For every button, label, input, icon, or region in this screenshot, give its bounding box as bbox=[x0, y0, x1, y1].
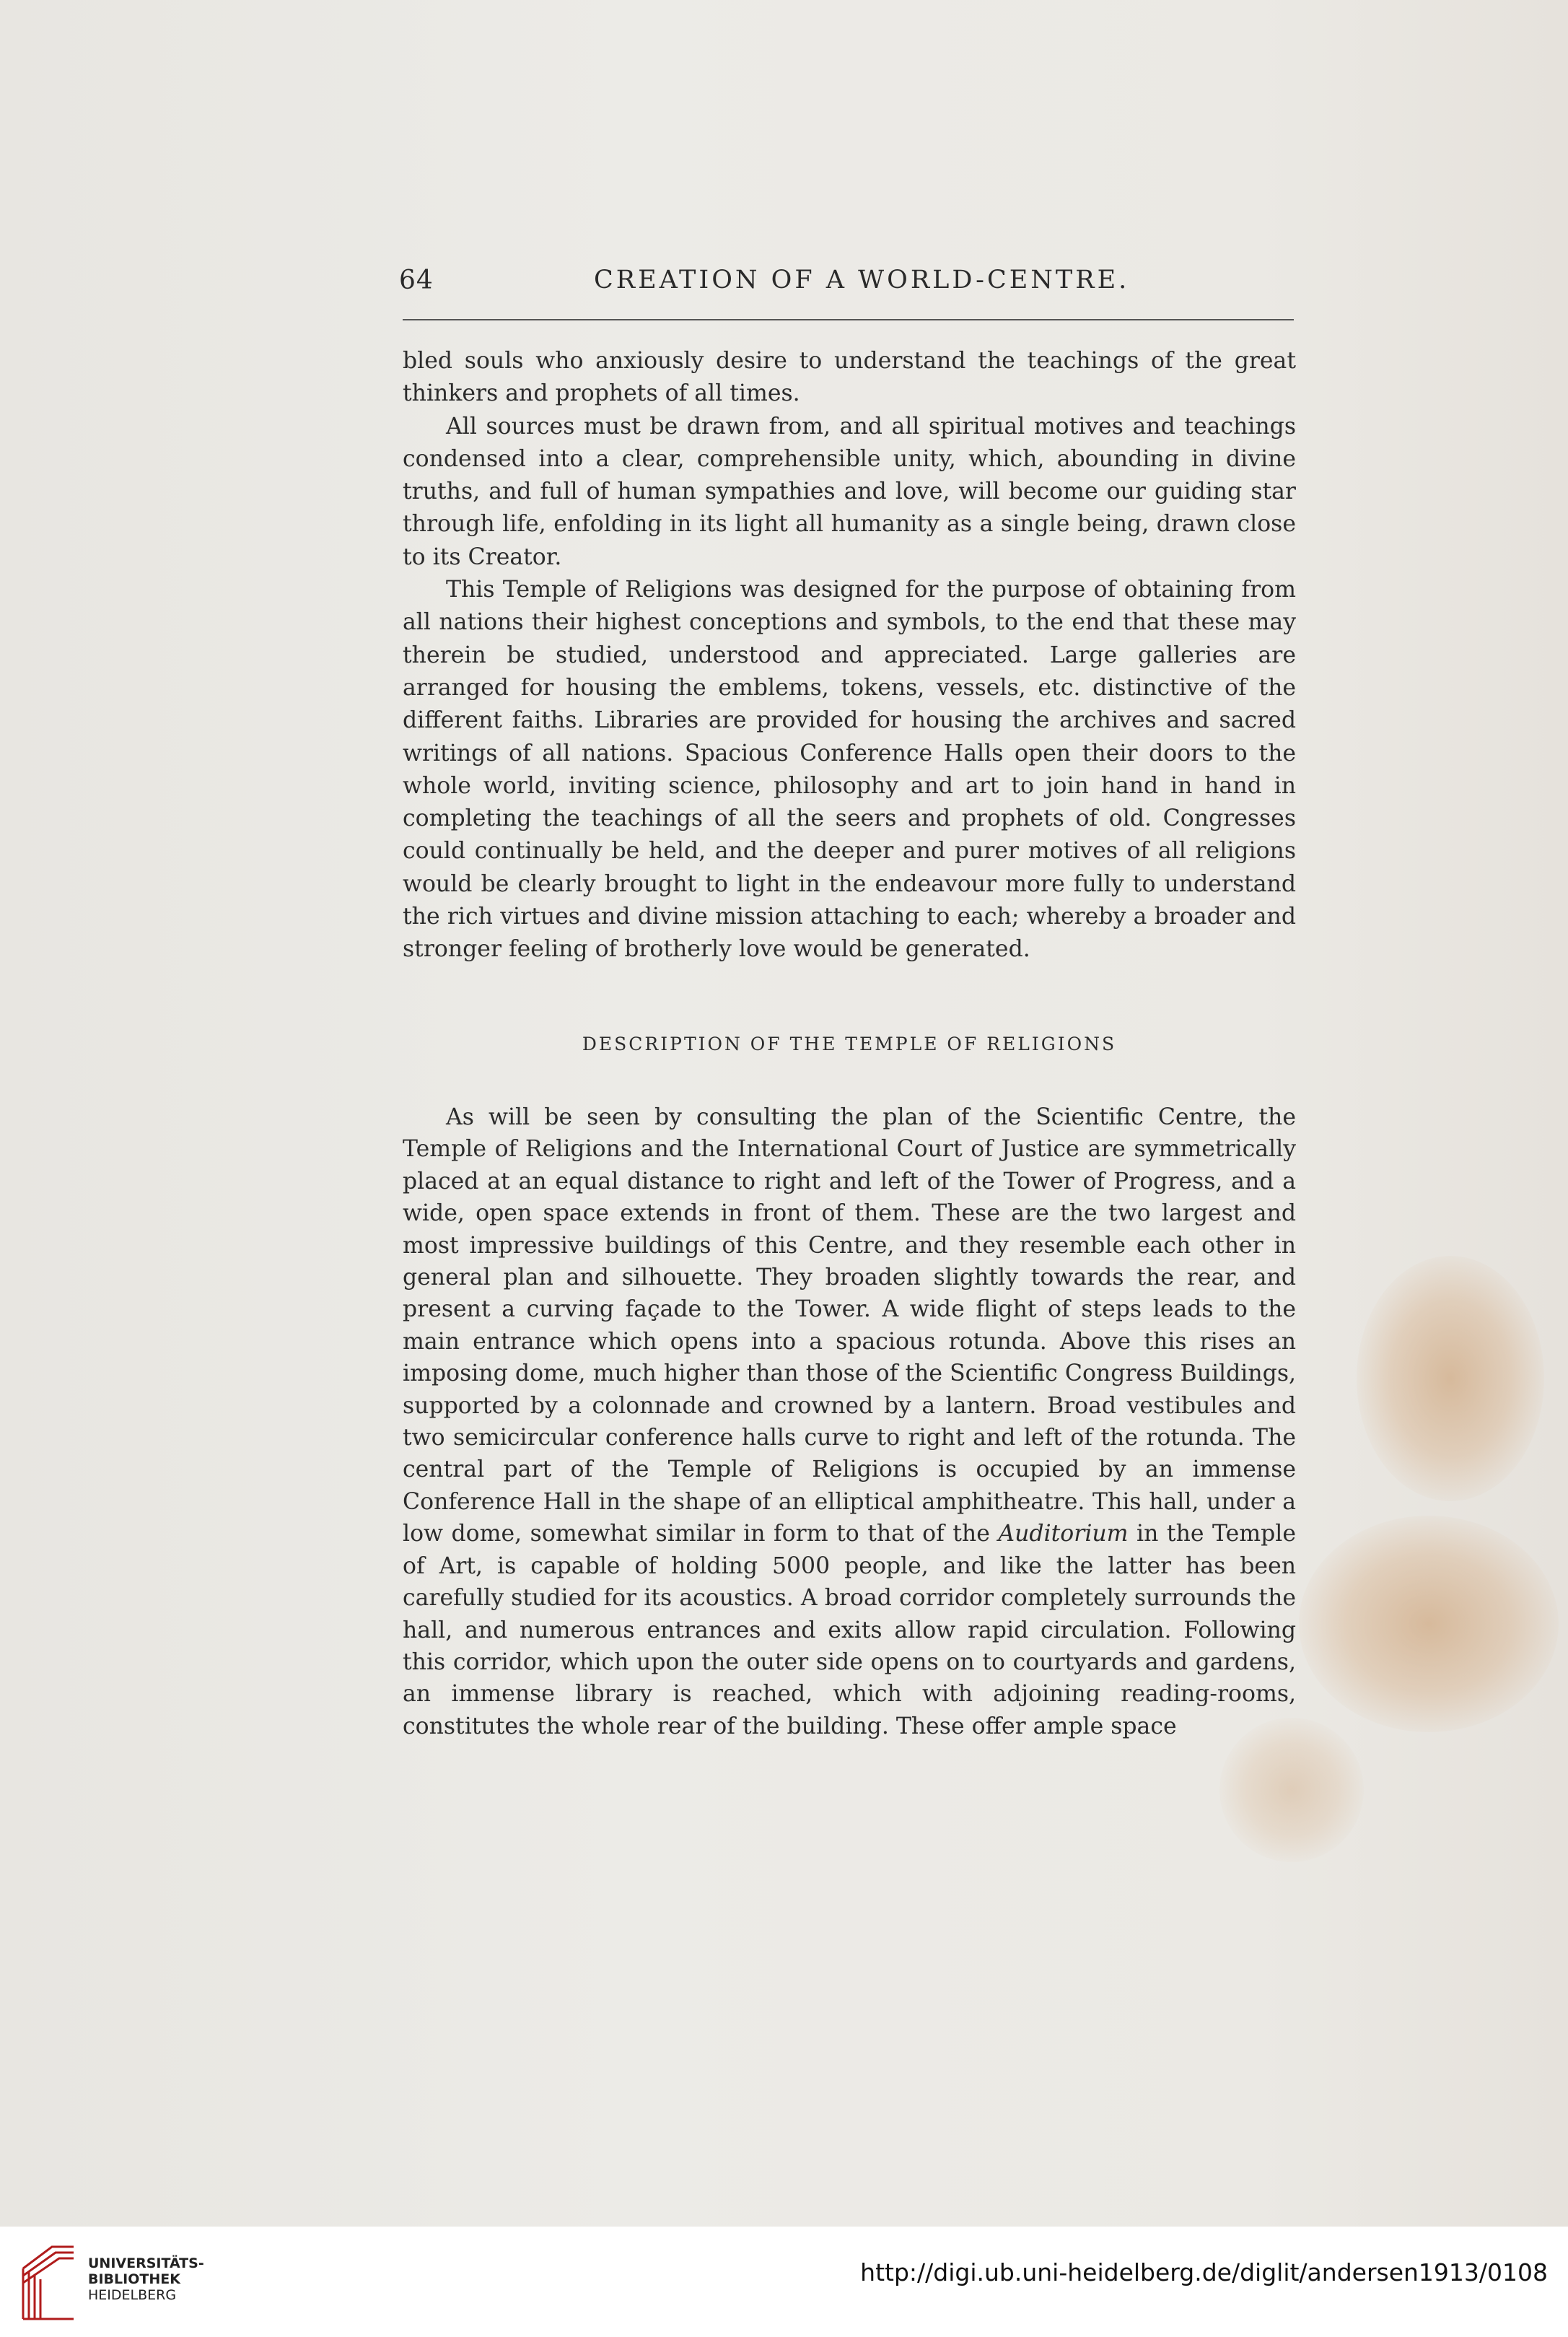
italic-term: Auditorium bbox=[998, 1521, 1129, 1547]
paragraph: bled souls who anxiously desire to understand the teachings of the great thinkers and prophets of all times. bbox=[403, 348, 1296, 407]
foxing-stain bbox=[1357, 1256, 1544, 1501]
header-rule bbox=[403, 319, 1294, 320]
paragraph bbox=[403, 1101, 1296, 1742]
section-heading: DESCRIPTION OF THE TEMPLE OF RELIGIONS bbox=[582, 1034, 1117, 1054]
library-name-line2: BIBLIOTHEK bbox=[88, 2271, 180, 2287]
library-name bbox=[88, 2255, 204, 2303]
footer-bar bbox=[0, 2227, 1568, 2337]
paragraph-text: in the Temple of Art, is capable of holding 5000 people, and like the latter has been carefully studied for its acoustics. A broad corridor completely surrounds the hall, and numerous entrances and exits allow rapid circulation. Following this corridor, which upon the outer side opens on to courtyards and gardens, an immense library is reached, which with adjoining reading-rooms, constitutes the whole rear of the building. These offer ample space bbox=[403, 1521, 1296, 1739]
section-text bbox=[403, 1101, 1296, 1742]
running-title: CREATION OF A WORLD-CENTRE. bbox=[594, 266, 1130, 294]
main-text bbox=[403, 345, 1296, 966]
paragraph-text: As will be seen by consulting the plan of the Scientific Centre, the Temple of Religions and the International Court of Justice are symmetrically placed at an equal distance to right and left of the Tower of Progress, and a wide, open space extends in front of them. These are the two largest and most impressive buildings of this Centre, and they resemble each other in general plan and silhouette. They broaden slightly towards the rear, and present a curving façade to the Tower. A wide flight of steps leads to the main entrance which opens into a spacious rotunda. Above this rises an imposing dome, much higher than those of the Scientific Congress Buildings, supported by a colonnade and crowned by a lantern. Broad vestibules and two semicircular conference halls curve to right and left of the rotunda. The central part of the Temple of Religions is occupied by an immense Conference Hall in the shape of an elliptical amphitheatre. This hall, under a low dome, somewhat similar in form to that of the bbox=[403, 1104, 1296, 1547]
library-name-line3: HEIDELBERG bbox=[88, 2287, 177, 2303]
paragraph: This Temple of Religions was designed for the purpose of obtaining from all nations their highest conceptions and symbols, to the end that these may therein be studied, understood and appreciated. Large galleries are arranged for housing the emblems, tokens, vessels, etc. distinctive of the different faiths. Libraries are provided for housing the archives and sacred writings of all nations. Spacious Conference Halls open their doors to the whole world, inviting science, philosophy and art to join hand in hand in completing the teachings of all the seers and prophets of old. Congresses could continually be held, and the deeper and purer motives of all religions would be clearly brought to light in the endeavour more fully to understand the rich virtues and divine mission attaching to each; whereby a broader and stronger feeling of brotherly love would be generated. bbox=[403, 577, 1296, 963]
paragraph: All sources must be drawn from, and all spiritual motives and teachings condensed into a clear, comprehensible unity, which, abounding in divine truths, and full of human sympathies and love, will become our guiding star through life, enfolding in its light all humanity as a single being, drawn close to its Creator. bbox=[403, 413, 1296, 570]
library-name-line1: UNIVERSITÄTS- bbox=[88, 2255, 204, 2271]
running-header bbox=[399, 266, 1294, 309]
page-number: 64 bbox=[399, 266, 434, 295]
source-url[interactable]: http://digi.ub.uni-heidelberg.de/diglit/andersen1913/0108 bbox=[860, 2258, 1548, 2286]
foxing-stain bbox=[1299, 1516, 1559, 1732]
library-logo-icon bbox=[16, 2240, 81, 2326]
